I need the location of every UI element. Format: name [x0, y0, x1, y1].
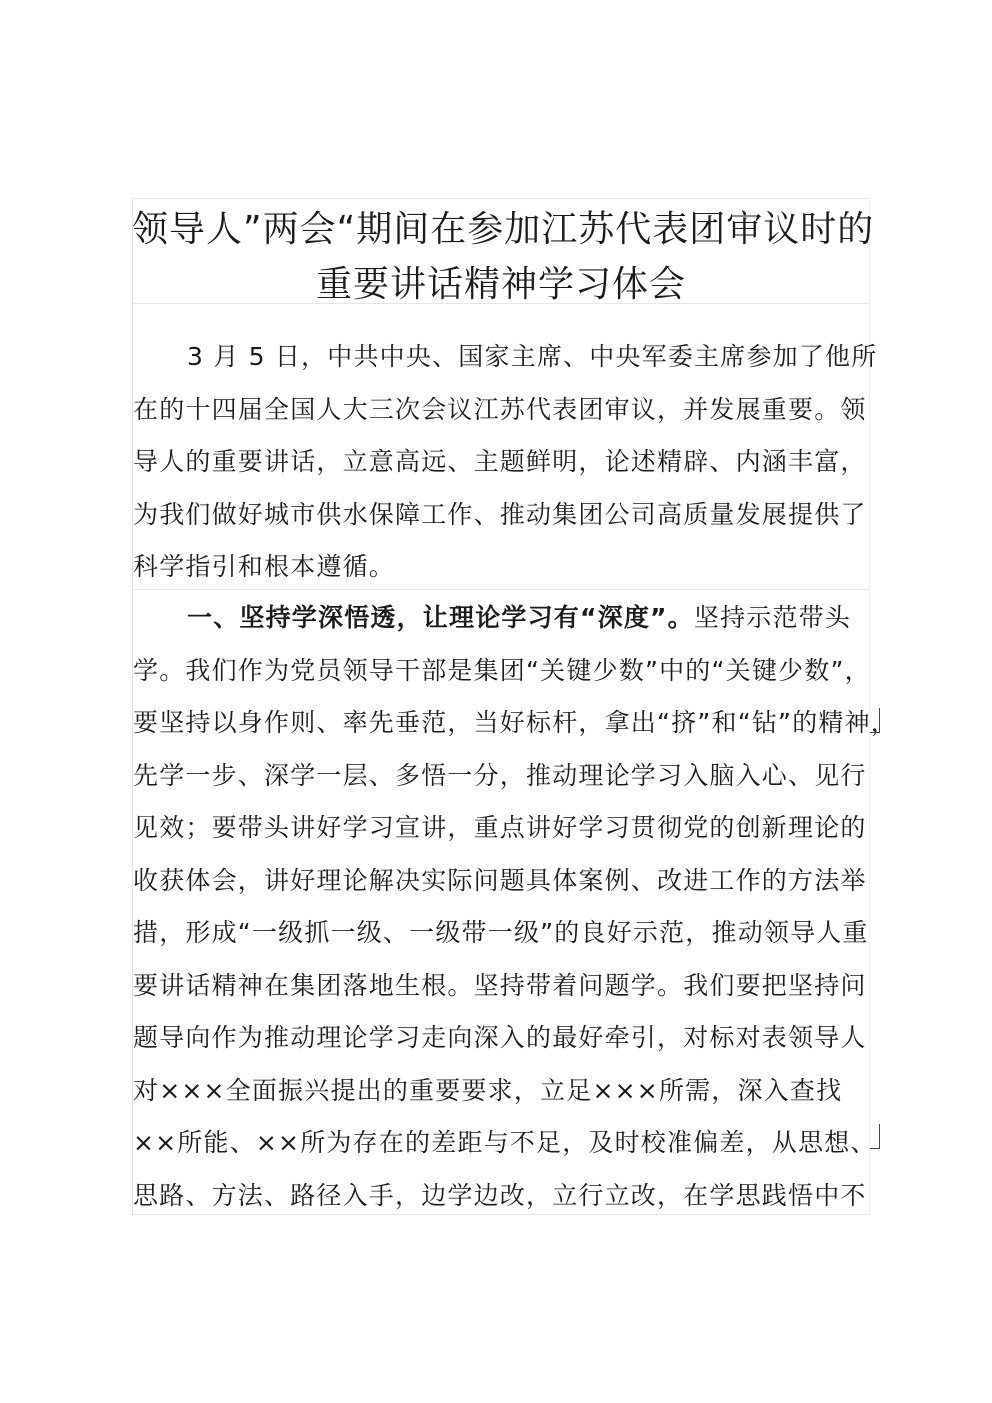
- text-line: 3 月 5 日，中共中央、国家主席、中央军委主席参加了他所: [187, 342, 878, 371]
- text-line: 学。我们作为党员领导干部是集团“关键少数”中的“关键少数”，: [133, 655, 871, 685]
- text-line: 在的十四届全国人大三次会议江苏代表团审议，并发展重要。领: [133, 394, 867, 424]
- section-heading: 一、坚持学深悟透，让理论学习有“深度”。: [187, 603, 694, 632]
- document-title: [132, 202, 875, 312]
- paragraph-section-one: [133, 592, 898, 1222]
- text-line: 题导向作为推动理论学习走向深入的最好牵引，对标对表领导人: [133, 1023, 867, 1052]
- text-line: 导人的重要讲话，立意高远、主题鲜明，论述精辟、内涵丰富，: [133, 447, 867, 476]
- margin-corner-mark: [870, 708, 880, 733]
- text-line: 要讲话精神在集团落地生根。坚持带着问题学。我们要把坚持问: [133, 970, 867, 1000]
- text-line: [133, 592, 883, 645]
- frame-top-border: [132, 198, 870, 199]
- title-line-2: 重要讲话精神学习体会: [315, 264, 686, 305]
- text-line: 为我们做好城市供水保障工作、推动集团公司高质量发展提供了: [133, 499, 867, 529]
- text-line: 措，形成“一级抓一级、一级带一级”的良好示范，推动领导人重: [133, 918, 869, 947]
- section-heading-continuation: 坚持示范带头: [693, 603, 852, 632]
- text-line: 思路、方法、路径入手，边学边改，立行立改，在学思践悟中不: [133, 1180, 867, 1210]
- paragraph-intro: [133, 331, 883, 594]
- text-line: 对×××全面振兴提出的重要要求，立足×××所需，深入查找: [133, 1075, 843, 1105]
- text-line: 先学一步、深学一层、多悟一分，推动理论学习入脑入心、见行: [133, 760, 867, 790]
- text-line: 收获体会，讲好理论解决实际问题具体案例、改进工作的方法举: [133, 865, 867, 895]
- text-line: ××所能、××所为存在的差距与不足，及时校准偏差，从思想、: [133, 1128, 877, 1157]
- text-line: 要坚持以身作则、率先垂范，当好标杆，拿出“挤”和“钻”的精神，: [133, 708, 898, 737]
- text-line: 见效；要带头讲好学习宣讲，重点讲好学习贯彻党的创新理论的: [133, 813, 867, 842]
- text-line: 科学指引和根本遵循。: [133, 552, 396, 581]
- title-line-1: 领导人”两会“期间在参加江苏代表团审议时的: [132, 209, 875, 250]
- margin-corner-mark: [870, 1124, 880, 1149]
